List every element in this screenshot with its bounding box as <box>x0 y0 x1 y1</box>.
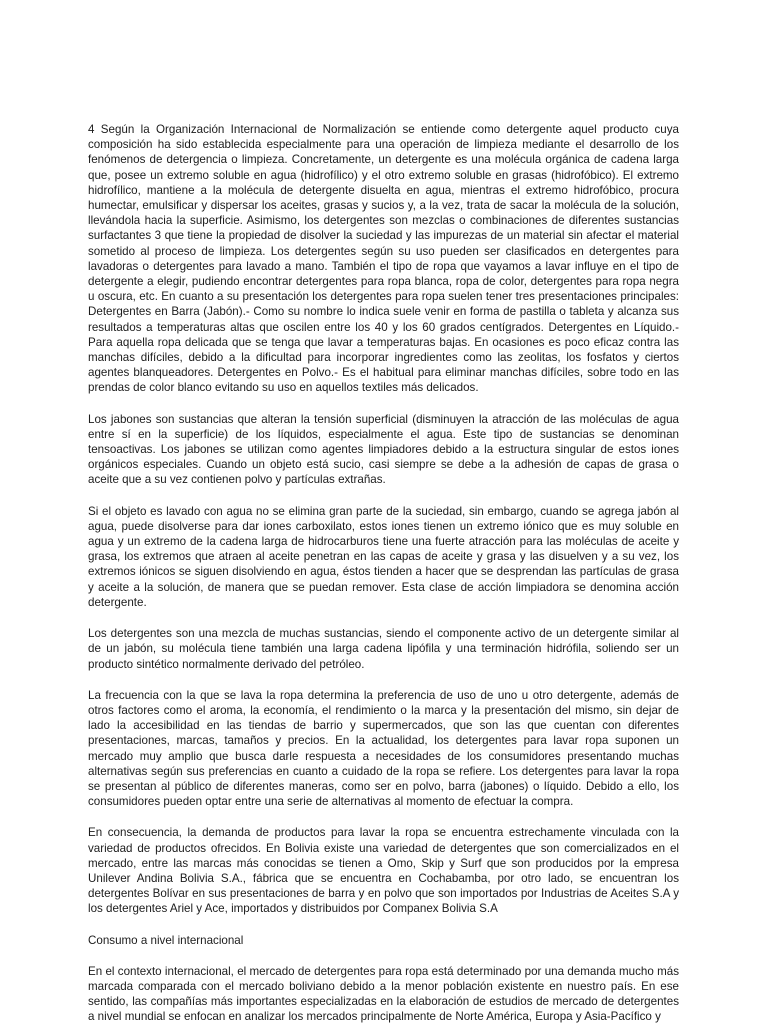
section-heading: Consumo a nivel internacional <box>88 933 244 947</box>
paragraph-bolivia-market: En consecuencia, la demanda de productos para lavar la ropa se encuentra estrechamente vinculada con la variedad de productos ofrecidos. En Bolivia existe una variedad de detergentes que son comercializados en el mercado, entre las marcas más conocidas se tienen a Omo, Skip y Surf que son producidos por la empresa Unilever Andina Bolivia S.A., fábrica que se encuentra en Cochabamba, por otro lado, se encuentran los detergentes Bolívar en sus presentaciones de barra y en polvo que son importados por Industrias de Aceites S.A y los detergentes Ariel y Ace, importados y distribuidos por Companex Bolivia S.A <box>88 826 679 916</box>
paragraph-laundry-frequency: La frecuencia con la que se lava la ropa determina la preferencia de uso de uno u otro detergente, además de otros factores como el aroma, la economía, el rendimiento o la marca y la presentación del mismo, sin dejar de lado la accesibilidad en las tiendas de barrio y supermercados, que son las que cuentan con diferentes presentaciones, marcas, tamaños y precios. En la actualidad, los detergentes para lavar ropa suponen un mercado muy amplio que busca darle respuesta a necesidades de los consumidores presentando muchas alternativas según sus preferencias en cuanto a cuidado de la ropa se refiere. Los detergentes para lavar la ropa se presentan al público de diferentes maneras, como ser en polvo, barra (jabones) o líquido. Debido a ello, los consumidores pueden optar entre una serie de alternativas al momento de efectuar la compra. <box>88 688 679 809</box>
paragraph-washing-action: Si el objeto es lavado con agua no se elimina gran parte de la suciedad, sin embargo, cuando se agrega jabón al agua, puede disolverse para dar iones carboxilato, estos iones tienen un extremo iónico que es muy soluble en agua y un extremo de la cadena larga de hidrocarburos tiene una fuerte atracción para las moléculas de aceite y grasa, los extremos que atraen al aceite penetran en las capas de aceite y grasa y las disuelven y a su vez, los extremos iónicos se siguen disolviendo en agua, éstos tienden a hacer que se desprendan las partículas de grasa y aceite a la solución, de manera que se puedan remover. Esta clase de acción limpiadora se denomina acción detergente. <box>88 504 679 609</box>
paragraph-detergent-definition: 4 Según la Organización Internacional de Normalización se entiende como detergente aquel producto cuya composición ha sido establecida especialmente para una operación de limpieza mediante el desarrollo de los fenómenos de detergencia o limpieza. Concretamente, un detergente es una molécula orgánica de cadena larga que, posee un extremo soluble en agua (hidrofílico) y el otro extremo soluble en grasas (hidrofóbico). El extremo hidrofílico, mantiene a la molécula de detergente disuelta en agua, mientras el extremo hidrofóbico, procura humectar, emulsificar y dispersar los aceites, grasas y sucios y, a la vez, trata de sacar la molécula de la solución, llevándola hacia la superficie. Asimismo, los detergentes son mezclas o combinaciones de diferentes sustancias surfactantes 3 que tiene la propiedad de disolver la suciedad y las impurezas de un material sin afectar el material sometido al proceso de limpieza. Los detergentes según su uso pueden ser clasificados en detergentes para lavadoras o detergentes para lavado a mano. También el tipo de ropa que vayamos a lavar influye en el tipo de detergente a elegir, pudiendo encontrar detergentes para ropa blanca, ropa de color, detergentes para ropa negra u oscura, etc. En cuanto a su presentación los detergentes para ropa suelen tener tres presentaciones principales: Detergentes en Barra (Jabón).- Como su nombre lo indica suele venir en forma de pastilla o tableta y alcanza sus resultados a temperaturas altas que oscilen entre los 40 y los 60 grados centígrados. Detergentes en Líquido.- Para aquella ropa delicada que se tenga que lavar a temperaturas bajas. En ocasiones es poco eficaz contra las manchas difíciles, debido a la dificultad para incorporar ingredientes como las zeolitas, los fosfatos y ciertos agentes blanqueadores. Detergentes en Polvo.- Es el habitual para eliminar manchas difíciles, sobre todo en las prendas de color blanco evitando su uso en aquellos textiles más delicados. <box>88 123 679 395</box>
paragraph-soaps: Los jabones son sustancias que alteran la tensión superficial (disminuyen la atracción de las moléculas de agua entre sí en la superficie) de los líquidos, especialmente el agua. Este tipo de sustancias se denominan tensoactivas. Los jabones se utilizan como agentes limpiadores debido a la estructura singular de estos iones orgánicos especiales. Cuando un objeto está sucio, casi siempre se debe a la adhesión de capas de grasa o aceite que a su vez contienen polvo y partículas extrañas. <box>88 412 679 487</box>
paragraph-international-context: En el contexto internacional, el mercado de detergentes para ropa está determinado por una demanda mucho más marcada comparada con el mercado boliviano debido a la menor población existente en nuestro país. En ese sentido, las compañías más importantes especializadas en la elaboración de estudios de mercado de detergentes a nivel mundial se enfocan en analizar los mercados principalmente de Norte América, Europa y Asia-Pacífico y <box>88 964 679 1024</box>
paragraph-detergent-composition: Los detergentes son una mezcla de muchas sustancias, siendo el componente activo de un detergente similar al de un jabón, su molécula tiene también una larga cadena lipófila y una terminación hidrófila, soliendo ser un producto sintético normalmente derivado del petróleo. <box>88 627 679 671</box>
document-body <box>88 122 679 1024</box>
